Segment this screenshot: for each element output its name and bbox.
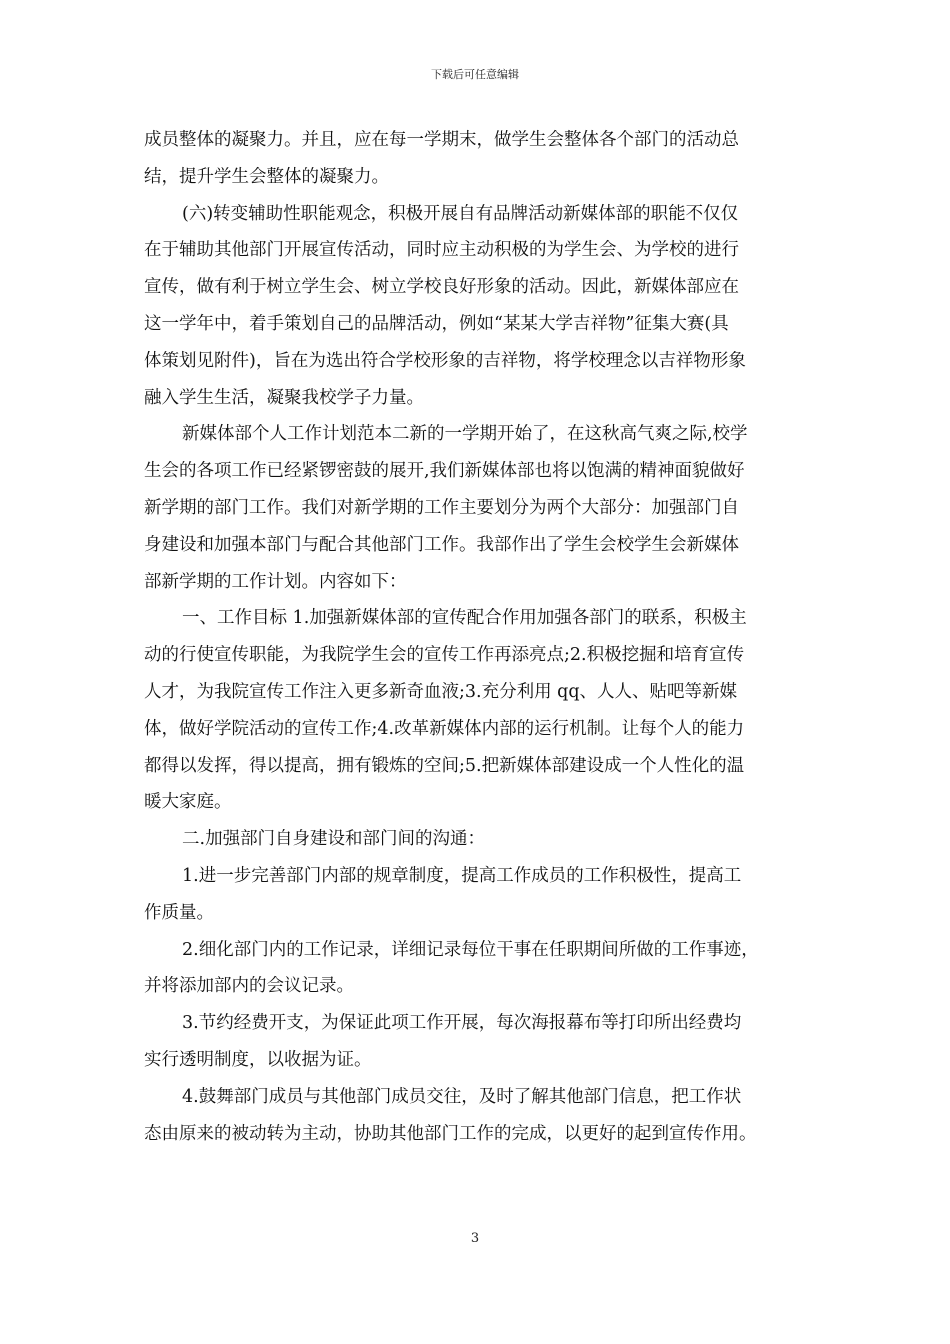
text-line: 结，提升学生会整体的凝聚力。 <box>144 166 389 187</box>
text-line: 暖大家庭。 <box>144 792 232 813</box>
text-line: 都得以发挥，得以提高，拥有锻炼的空间;5.把新媒体部建设成一个人性化的温 <box>144 755 745 776</box>
text-line: 人才，为我院宣传工作注入更多新奇血液;3.充分利用 qq、人人、贴吧等新媒 <box>144 681 738 702</box>
text-line: 作质量。 <box>144 902 214 923</box>
text-line: 这一学年中，着手策划自己的品牌活动，例如“某某大学吉祥物”征集大赛(具 <box>144 313 729 334</box>
text-line: 3.节约经费开支，为保证此项工作开展，每次海报幕布等打印所出经费均 <box>182 1013 742 1034</box>
text-line: 生会的各项工作已经紧锣密鼓的展开,我们新媒体部也将以饱满的精神面貌做好 <box>144 461 745 482</box>
text-line: 新媒体部个人工作计划范本二新的一学期开始了，在这秋高气爽之际,校学 <box>182 424 748 445</box>
text-line: 2.细化部门内的工作记录，详细记录每位干事在任职期间所做的工作事迹， <box>182 939 759 960</box>
text-line: 融入学生生活，凝聚我校学子力量。 <box>144 387 424 408</box>
text-line: 体，做好学院活动的宣传工作;4.改革新媒体内部的运行机制。让每个人的能力 <box>144 718 745 739</box>
text-line: 身建设和加强本部门与配合其他部门工作。我部作出了学生会校学生会新媒体 <box>144 534 739 555</box>
text-line: 在于辅助其他部门开展宣传活动，同时应主动积极的为学生会、为学校的进行 <box>144 240 739 261</box>
text-line: 并将添加部内的会议记录。 <box>144 976 354 997</box>
text-line: 态由原来的被动转为主动，协助其他部门工作的完成，以更好的起到宣传作用。 <box>144 1123 757 1144</box>
text-line: 成员整体的凝聚力。并且，应在每一学期末，做学生会整体各个部门的活动总 <box>144 130 739 150</box>
text-line: 动的行使宣传职能，为我院学生会的宣传工作再添亮点;2.积极挖掘和培育宣传 <box>144 645 745 666</box>
text-line: 实行透明制度，以收据为证。 <box>144 1049 372 1070</box>
page-number: 3 <box>470 1231 480 1246</box>
text-line: 一、工作目标 1.加强新媒体部的宣传配合作用加强各部门的联系，积极主 <box>182 608 747 629</box>
text-line: 新学期的部门工作。我们对新学期的工作主要划分为两个大部分：加强部门自 <box>144 497 739 518</box>
text-line: 部新学期的工作计划。内容如下： <box>144 571 407 592</box>
text-line: 宣传，做有利于树立学生会、树立学校良好形象的活动。因此，新媒体部应在 <box>144 277 739 298</box>
text-line: 二.加强部门自身建设和部门间的沟通： <box>182 829 486 850</box>
text-line: 1.进一步完善部门内部的规章制度，提高工作成员的工作积极性，提高工 <box>182 865 742 886</box>
page-header-note: 下载后可任意编辑 <box>431 68 519 81</box>
text-line: (六)转变辅助性职能观念，积极开展自有品牌活动新媒体部的职能不仅仅 <box>182 203 739 224</box>
text-line: 4.鼓舞部门成员与其他部门成员交往，及时了解其他部门信息，把工作状 <box>182 1086 742 1107</box>
text-line: 体策划见附件)，旨在为选出符合学校形象的吉祥物，将学校理念以吉祥物形象 <box>144 350 746 371</box>
document-body <box>144 122 812 1152</box>
